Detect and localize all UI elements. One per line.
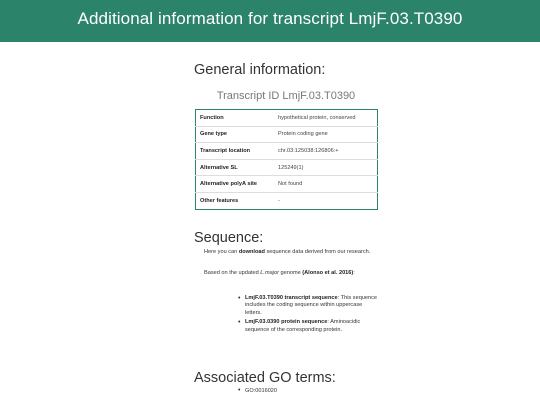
- general-heading: General information:: [194, 62, 326, 78]
- protein-sequence-link[interactable]: LmjF.03.0390 protein sequence: [245, 319, 328, 326]
- go-heading: Associated GO terms:: [194, 370, 336, 386]
- table-row: [196, 159, 378, 176]
- list-item: [238, 319, 378, 334]
- table-row: [196, 126, 378, 143]
- note-text: genome: [278, 270, 303, 276]
- row-key: Function: [196, 110, 275, 127]
- row-key: Alternative polyA site: [196, 176, 275, 193]
- row-key: Transcript location: [196, 143, 275, 160]
- row-key: Other features: [200, 197, 239, 204]
- sequence-list: [238, 295, 378, 336]
- table-row: [196, 143, 378, 160]
- row-value: hypothetical protein, conserved: [274, 110, 378, 127]
- transcript-sequence-link[interactable]: LmjF.03.T0390 transcript sequence: [245, 295, 338, 301]
- page-title: Additional information for transcript LmjF.03.T0390: [77, 9, 463, 28]
- table-row: [196, 176, 378, 193]
- sequence-heading: Sequence:: [194, 230, 264, 246]
- row-value: chr.03:125038:126806:+: [274, 143, 378, 160]
- table-row: [196, 192, 378, 209]
- row-value: -: [278, 197, 280, 204]
- item-desc: : This sequence includes the coding sequence within uppercase letters.: [245, 295, 378, 316]
- row-value: 125249(1): [274, 159, 378, 176]
- info-table: [195, 109, 378, 210]
- genome-note: [204, 270, 376, 277]
- species-name: L.major: [260, 270, 279, 276]
- intro-text: sequence data derived from our research.: [264, 249, 371, 255]
- download-link[interactable]: download: [238, 249, 265, 255]
- intro-text: Here you can: [204, 249, 239, 255]
- header-bar: [0, 0, 540, 42]
- item-desc: : Aminoacidic sequence of the corresponding protein.: [245, 319, 361, 333]
- row-value: Protein coding gene: [274, 126, 378, 143]
- transcript-id-title: Transcript ID LmjF.03.T0390: [216, 90, 356, 102]
- row-value: Not found: [274, 176, 378, 193]
- note-text: Based on the updated: [204, 270, 261, 276]
- note-text: :: [353, 270, 355, 276]
- go-term-link[interactable]: • GO:0016020: [238, 388, 277, 394]
- sequence-intro: [204, 249, 376, 256]
- reference-link[interactable]: (Alonso et al. 2016): [302, 270, 354, 276]
- list-item: [238, 295, 378, 317]
- row-key: Gene type: [196, 126, 275, 143]
- row-key: Alternative SL: [196, 159, 275, 176]
- table-row: [196, 110, 378, 127]
